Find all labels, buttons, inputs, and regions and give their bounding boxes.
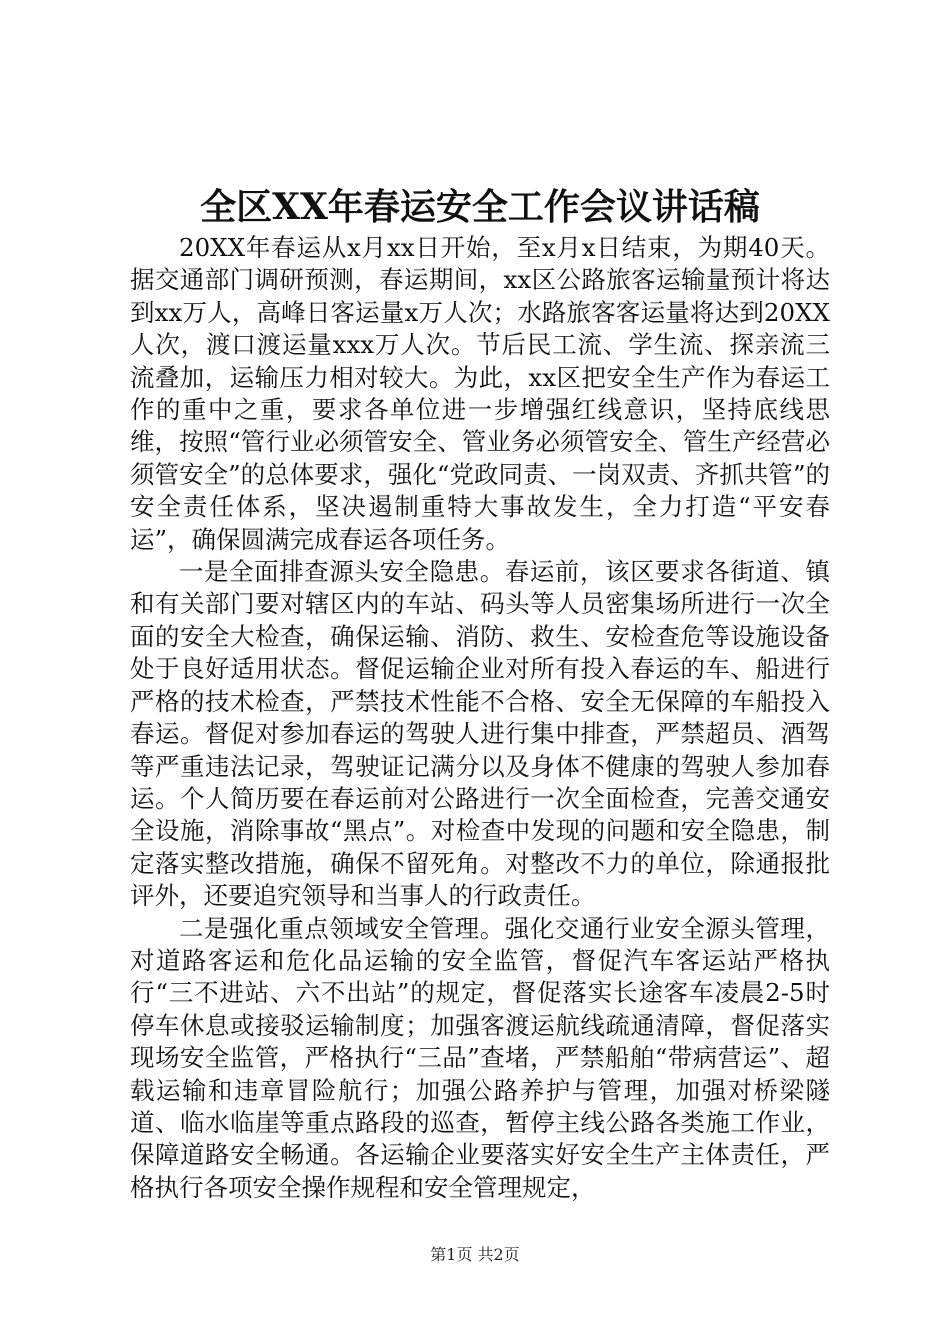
page-number-footer: 第1页 共2页 [430,1245,520,1264]
document-body [130,232,830,1204]
paragraph-point-one: 一是全面排查源头安全隐患。春运前，该区要求各街道、镇和有关部门要对辖区内的车站、码头等人员密集场所进行一次全面的安全大检查，确保运输、消防、救生、安检查危等设施设备处于良好适用状态。督促运输企业对所有投入春运的车、船进行严格的技术检查，严禁技术性能不合格、安全无保障的车船投入春运。督促对参加春运的驾驶人进行集中排查，严禁超员、酒驾等严重违法记录，驾驶证记满分以及身体不健康的驾驶人参加春运。个人简历要在春运前对公路进行一次全面检查，完善交通安全设施，消除事故“黑点”。对检查中发现的问题和安全隐患，制定落实整改措施，确保不留死角。对整改不力的单位，除通报批评外，还要追究领导和当事人的行政责任。 [130,557,830,911]
paragraph-point-two: 二是强化重点领域安全管理。强化交通行业安全源头管理，对道路客运和危化品运输的安全监管，督促汽车客运站严格执行“三不进站、六不出站”的规定，督促落实长途客车凌晨2-5时停车休息或接驳运输制度；加强客渡运航线疏通清障，督促落实现场安全监管，严格执行“三品”查堵，严禁船舶“带病营运”、超载运输和违章冒险航行；加强公路养护与管理，加强对桥梁隧道、临水临崖等重点路段的巡查，暂停主线公路各类施工作业，保障道路安全畅通。各运输企业要落实好安全生产主体责任，严格执行各项安全操作规程和安全管理规定， [130,913,830,1202]
paragraph-intro: 20XX年春运从x月xx日开始，至x月x日结束，为期40天。据交通部门调研预测，春运期间，xx区公路旅客运输量预计将达到xx万人，高峰日客运量x万人次；水路旅客客运量将达到20XX人次，渡口渡运量xxx万人次。节后民工流、学生流、探亲流三流叠加，运输压力相对较大。为此，xx区把安全生产作为春运工作的重中之重，要求各单位进一步增强红线意识，坚持底线思维，按照“管行业必须管安全、管业务必须管安全、管生产经营必须管安全”的总体要求，强化“党政同责、一岗双责、齐抓共管”的安全责任体系，坚决遏制重特大事故发生，全力打造“平安春运”，确保圆满完成春运各项任务。 [130,233,830,554]
document-title: 全区XX年春运安全工作会议讲话稿 [200,186,760,228]
